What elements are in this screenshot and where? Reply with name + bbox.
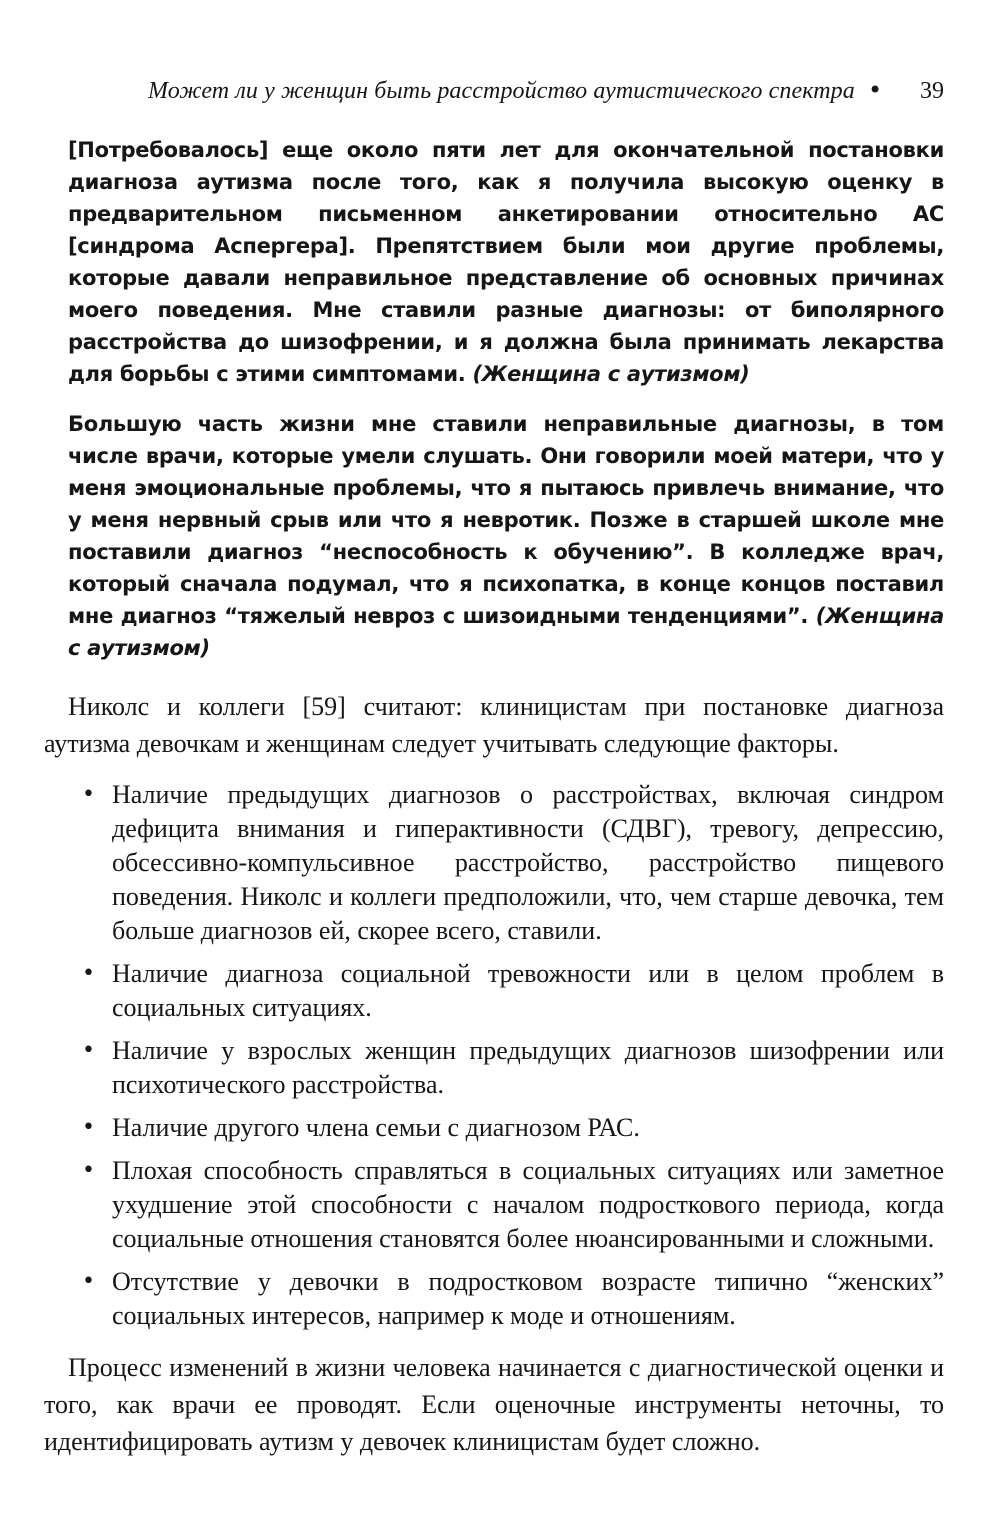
bullet-icon: • bbox=[82, 961, 95, 986]
bullet-icon: • bbox=[82, 1269, 95, 1294]
list-item-text: Отсутствие у девочки в подростковом возрасте типично “женских” социальных интересов, например к моде и отношениям. bbox=[112, 1267, 944, 1330]
list-item bbox=[68, 778, 944, 948]
quote-block-1 bbox=[68, 134, 944, 390]
quote-attribution: (Женщина с аутизмом) bbox=[472, 362, 750, 386]
list-item-text: Наличие другого члена семьи с диагнозом РАС. bbox=[112, 1113, 640, 1142]
quote-text: [Потребовалось] еще около пяти лет для окончательной постановки диагноза аутизма после того, как я получила высокую оценку в предварительном письменном анкетировании относительно АС [синдрома Аспергера]. Препятствием были мои другие проблемы, которые давали неправильное представление об основных причинах моего поведения. Мне ставили разные диагнозы: от биполярного расстройства до шизофрении, и я должна была принимать лекарства для борьбы с этими симптомами. bbox=[68, 138, 944, 386]
intro-paragraph bbox=[44, 688, 944, 762]
running-header-title: Может ли у женщин быть расстройство аутистического спектра bbox=[148, 78, 855, 104]
list-item-text: Наличие предыдущих диагнозов о расстройствах, включая синдром дефицита внимания и гиперактивности (СДВГ), тревогу, депрессию, обсессивно-компульсивное расстройство, расстройство пищевого поведения. Николс и коллеги предположили, что, чем старше девочка, тем больше диагнозов ей, скорее всего, ставили. bbox=[112, 780, 944, 945]
quote-attribution: (Женщина с аутизмом) bbox=[68, 604, 944, 660]
list-item-text: Плохая способность справляться в социальных ситуациях или заметное ухудшение этой способности с началом подросткового периода, когда социальные отношения становятся более нюансированными и сложными. bbox=[112, 1156, 944, 1253]
bullet-icon: • bbox=[82, 782, 95, 807]
list-item bbox=[68, 1111, 944, 1145]
bullet-icon: • bbox=[82, 1038, 95, 1063]
list-item bbox=[68, 957, 944, 1025]
list-item bbox=[68, 1154, 944, 1256]
book-page bbox=[44, 70, 944, 1460]
quote-text: Большую часть жизни мне ставили неправильные диагнозы, в том числе врачи, которые умели слушать. Они говорили моей матери, что у меня эмоциональные проблемы, что я пытаюсь привлечь внимание, что у меня нервный срыв или что я невротик. Позже в старшей школе мне поставили диагноз “неспособность к обучению”. В колледже врач, который сначала подумал, что я психопатка, в конце концов поставил мне диагноз “тяжелый невроз с шизоидными тенденциями”. bbox=[68, 412, 944, 628]
intro-paragraph-text: Николс и коллеги [59] считают: клиницистам при постановке диагноза аутизма девочкам и женщинам следует учитывать следующие факторы. bbox=[44, 692, 944, 758]
running-header bbox=[68, 70, 944, 118]
list-item-text: Наличие диагноза социальной тревожности или в целом проблем в социальных ситуациях. bbox=[112, 959, 944, 1022]
list-item bbox=[68, 1265, 944, 1333]
factors-list bbox=[68, 778, 944, 1333]
bullet-icon: • bbox=[82, 1115, 95, 1140]
list-item-text: Наличие у взрослых женщин предыдущих диагнозов шизофрении или психотического расстройства. bbox=[112, 1036, 944, 1099]
header-separator: • bbox=[868, 76, 883, 104]
final-paragraph-text: Процесс изменений в жизни человека начинается с диагностической оценки и того, как врачи ее проводят. Если оценочные инструменты неточны, то идентифицировать аутизм у девочек клиницистам будет сложно. bbox=[44, 1353, 944, 1456]
page-number: 39 bbox=[920, 78, 944, 104]
final-paragraph bbox=[44, 1349, 944, 1460]
list-item bbox=[68, 1034, 944, 1102]
bullet-icon: • bbox=[82, 1158, 95, 1183]
quote-block-2 bbox=[68, 408, 944, 664]
